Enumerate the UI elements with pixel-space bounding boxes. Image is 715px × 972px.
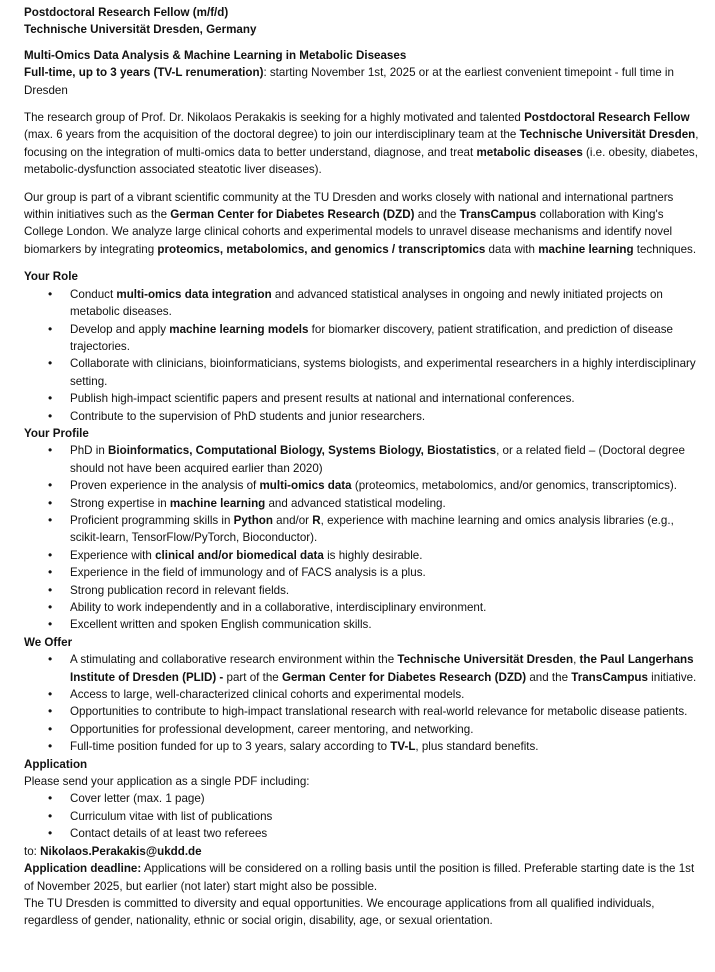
list-item	[70, 442, 705, 477]
group-paragraph	[24, 189, 705, 259]
posting-title: Postdoctoral Research Fellow (m/f/d)	[24, 6, 229, 19]
text-run: Conduct	[70, 287, 117, 301]
text-run: Cover letter (max. 1 page)	[70, 792, 205, 806]
text-run: for biomarker discovery, patient stratification, and prediction of disease trajectories.	[70, 322, 673, 353]
text-run: Excellent written and spoken English communication skills.	[70, 618, 372, 632]
application-intro: Please send your application as a single PDF including:	[24, 775, 310, 789]
offer-list	[24, 651, 705, 755]
text-run: collaboration with King's College London. We analyze large clinical cohorts and experimental models to unravel disease mechanisms and identify novel biomarkers by integrating	[24, 208, 673, 256]
text-run: Full-time position funded for up to 3 years, salary according to	[70, 740, 391, 754]
bold-text: machine learning	[169, 496, 266, 510]
text-run: Proven experience in the analysis of	[70, 479, 260, 493]
project-title: Multi-Omics Data Analysis & Machine Learning in Metabolic Diseases	[24, 48, 407, 62]
list-item	[70, 547, 705, 564]
bold-text: German Center for Diabetes Research (DZD)	[170, 208, 415, 222]
bold-text: Bioinformatics, Computational Biology, Systems Biology, Biostatistics	[108, 444, 497, 458]
bold-text: multi-omics data	[259, 479, 352, 493]
bold-text: clinical and/or biomedical data	[155, 548, 324, 562]
list-item	[70, 321, 705, 356]
diversity-statement: The TU Dresden is committed to diversity and equal opportunities. We encourage applications from all qualified individuals, regardless of gender, nationality, ethnic or social origin, disability, age, or sexual orientation.	[24, 896, 655, 928]
list-item	[70, 408, 705, 425]
text-run: is highly desirable.	[323, 548, 423, 562]
bold-text: machine learning models	[169, 322, 309, 336]
text-run: and advanced statistical analyses in ongoing and newly initiated projects on metabolic diseases.	[70, 287, 663, 319]
text-run: Contact details of at least two referees	[70, 827, 268, 841]
bold-text: TransCampus	[571, 670, 648, 684]
bold-text: TransCampus	[459, 208, 537, 222]
bold-text: metabolic diseases	[476, 145, 583, 159]
application-contact	[24, 843, 705, 860]
list-item	[70, 286, 705, 321]
bold-text: proteomics, metabolomics, and genomics / transcriptomics	[157, 242, 486, 256]
text-run: ,	[573, 653, 580, 667]
text-run: data with	[485, 242, 539, 256]
text-run: Experience with	[70, 548, 156, 562]
text-run: , or a related field – (Doctoral degree should not have been acquired earlier than 2020)	[70, 444, 685, 475]
list-item	[70, 564, 705, 581]
profile-list	[24, 442, 705, 633]
bold-text: the Paul Langerhans Institute of Dresden (PLID) -	[70, 653, 694, 684]
intro-paragraph	[24, 109, 705, 179]
employment-terms	[24, 64, 705, 99]
text-run: techniques.	[633, 242, 697, 256]
list-item	[70, 616, 705, 633]
list-item	[70, 808, 705, 825]
text-run: and the	[526, 670, 572, 684]
bold-text: TV-L	[390, 740, 416, 754]
text-run: Experience in the field of immunology and of FACS analysis is a plus.	[70, 566, 426, 580]
text-run: and the	[414, 208, 460, 222]
bold-text: Python	[233, 513, 273, 527]
profile-heading: Your Profile	[24, 426, 89, 440]
bold-text: Technische Universität Dresden	[519, 128, 696, 142]
text-run: Opportunities for professional development, career mentoring, and networking.	[70, 722, 474, 736]
text-run: Collaborate with clinicians, bioinformaticians, systems biologists, and experimental researchers in a highly interdisciplinary setting.	[70, 357, 696, 388]
bold-text: R	[312, 513, 321, 527]
text-run: , focusing on the integration of multi-omics data to better understand, diagnose, and treat	[24, 128, 699, 159]
list-item	[70, 512, 705, 547]
text-run: Our group is part of a vibrant scientific community at the TU Dresden and works closely with national and international partners within initiatives such as the	[24, 190, 674, 222]
text-run: (i.e. obesity, diabetes, metabolic-dysfunction associated steatotic liver diseases).	[24, 145, 698, 177]
application-deadline	[24, 860, 705, 895]
text-run: and advanced statistical modeling.	[265, 496, 446, 510]
employment-terms-bold: Full-time, up to 3 years (TV-L renumeration)	[24, 66, 264, 80]
text-run: Ability to work independently and in a collaborative, interdisciplinary environment.	[70, 601, 487, 614]
list-item	[70, 495, 705, 512]
text-run: , experience with machine learning and omics analysis libraries (e.g., scikit-learn, TensorFlow/PyTorch, Bioconductor).	[70, 513, 674, 545]
application-heading: Application	[24, 757, 88, 771]
list-item	[70, 738, 705, 755]
to-label: to:	[24, 844, 41, 858]
list-item	[70, 355, 705, 390]
list-item	[70, 651, 705, 686]
list-item	[70, 825, 705, 842]
employment-terms-rest: : starting November 1st, 2025 or at the earliest convenient timepoint - full time in Dresden	[24, 66, 674, 97]
text-run: Strong expertise in	[70, 496, 170, 510]
list-item	[70, 390, 705, 407]
text-run: The research group of Prof. Dr. Nikolaos Perakakis is seeking for a highly motivated and talented	[24, 111, 525, 125]
deadline-text: Applications will be considered on a rolling basis until the position is filled. Preferable starting date is the 1st of November 2025, but earlier (not later) start might also be possible.	[24, 862, 695, 893]
text-run: part of the	[223, 670, 282, 684]
text-run: and/or	[272, 513, 313, 527]
institution-name: Technische Universität Dresden, Germany	[24, 23, 257, 37]
text-run: (proteomics, metabolomics, and/or genomics, transcriptomics).	[351, 479, 677, 493]
role-list	[24, 286, 705, 425]
bold-text: machine learning	[538, 242, 634, 256]
text-run: Develop and apply	[70, 322, 170, 336]
bold-text: multi-omics data integration	[116, 287, 272, 301]
text-run: , plus standard benefits.	[415, 740, 539, 754]
list-item	[70, 721, 705, 738]
bold-text: Postdoctoral Research Fellow	[524, 111, 690, 125]
text-run: Access to large, well-characterized clinical cohorts and experimental models.	[70, 688, 465, 702]
text-run: Publish high-impact scientific papers and present results at national and international conferences.	[70, 392, 575, 406]
offer-heading: We Offer	[24, 635, 73, 649]
text-run: Opportunities to contribute to high-impact translational research with real-world relevance for metabolic disease patients.	[70, 705, 688, 719]
text-run: A stimulating and collaborative research environment within the	[70, 653, 398, 667]
text-run: Contribute to the supervision of PhD students and junior researchers.	[70, 409, 426, 423]
list-item	[70, 477, 705, 494]
application-list	[24, 790, 705, 842]
bold-text: Technische Universität Dresden	[397, 653, 574, 667]
text-run: (max. 6 years from the acquisition of the doctoral degree) to join our interdisciplinary team at the	[24, 128, 520, 142]
list-item	[70, 582, 705, 599]
list-item	[70, 599, 705, 616]
text-run: Curriculum vitae with list of publications	[70, 809, 273, 823]
contact-email[interactable]: Nikolaos.Perakakis@ukdd.de	[40, 844, 202, 858]
text-run: Proficient programming skills in	[70, 513, 234, 527]
deadline-label: Application deadline:	[24, 862, 142, 876]
bold-text: German Center for Diabetes Research (DZD)	[281, 670, 527, 684]
list-item	[70, 790, 705, 807]
text-run: initiative.	[647, 670, 697, 684]
role-heading: Your Role	[24, 270, 78, 284]
list-item	[70, 686, 705, 703]
text-run: PhD in	[70, 444, 109, 458]
list-item	[70, 703, 705, 720]
text-run: Strong publication record in relevant fields.	[70, 583, 290, 597]
